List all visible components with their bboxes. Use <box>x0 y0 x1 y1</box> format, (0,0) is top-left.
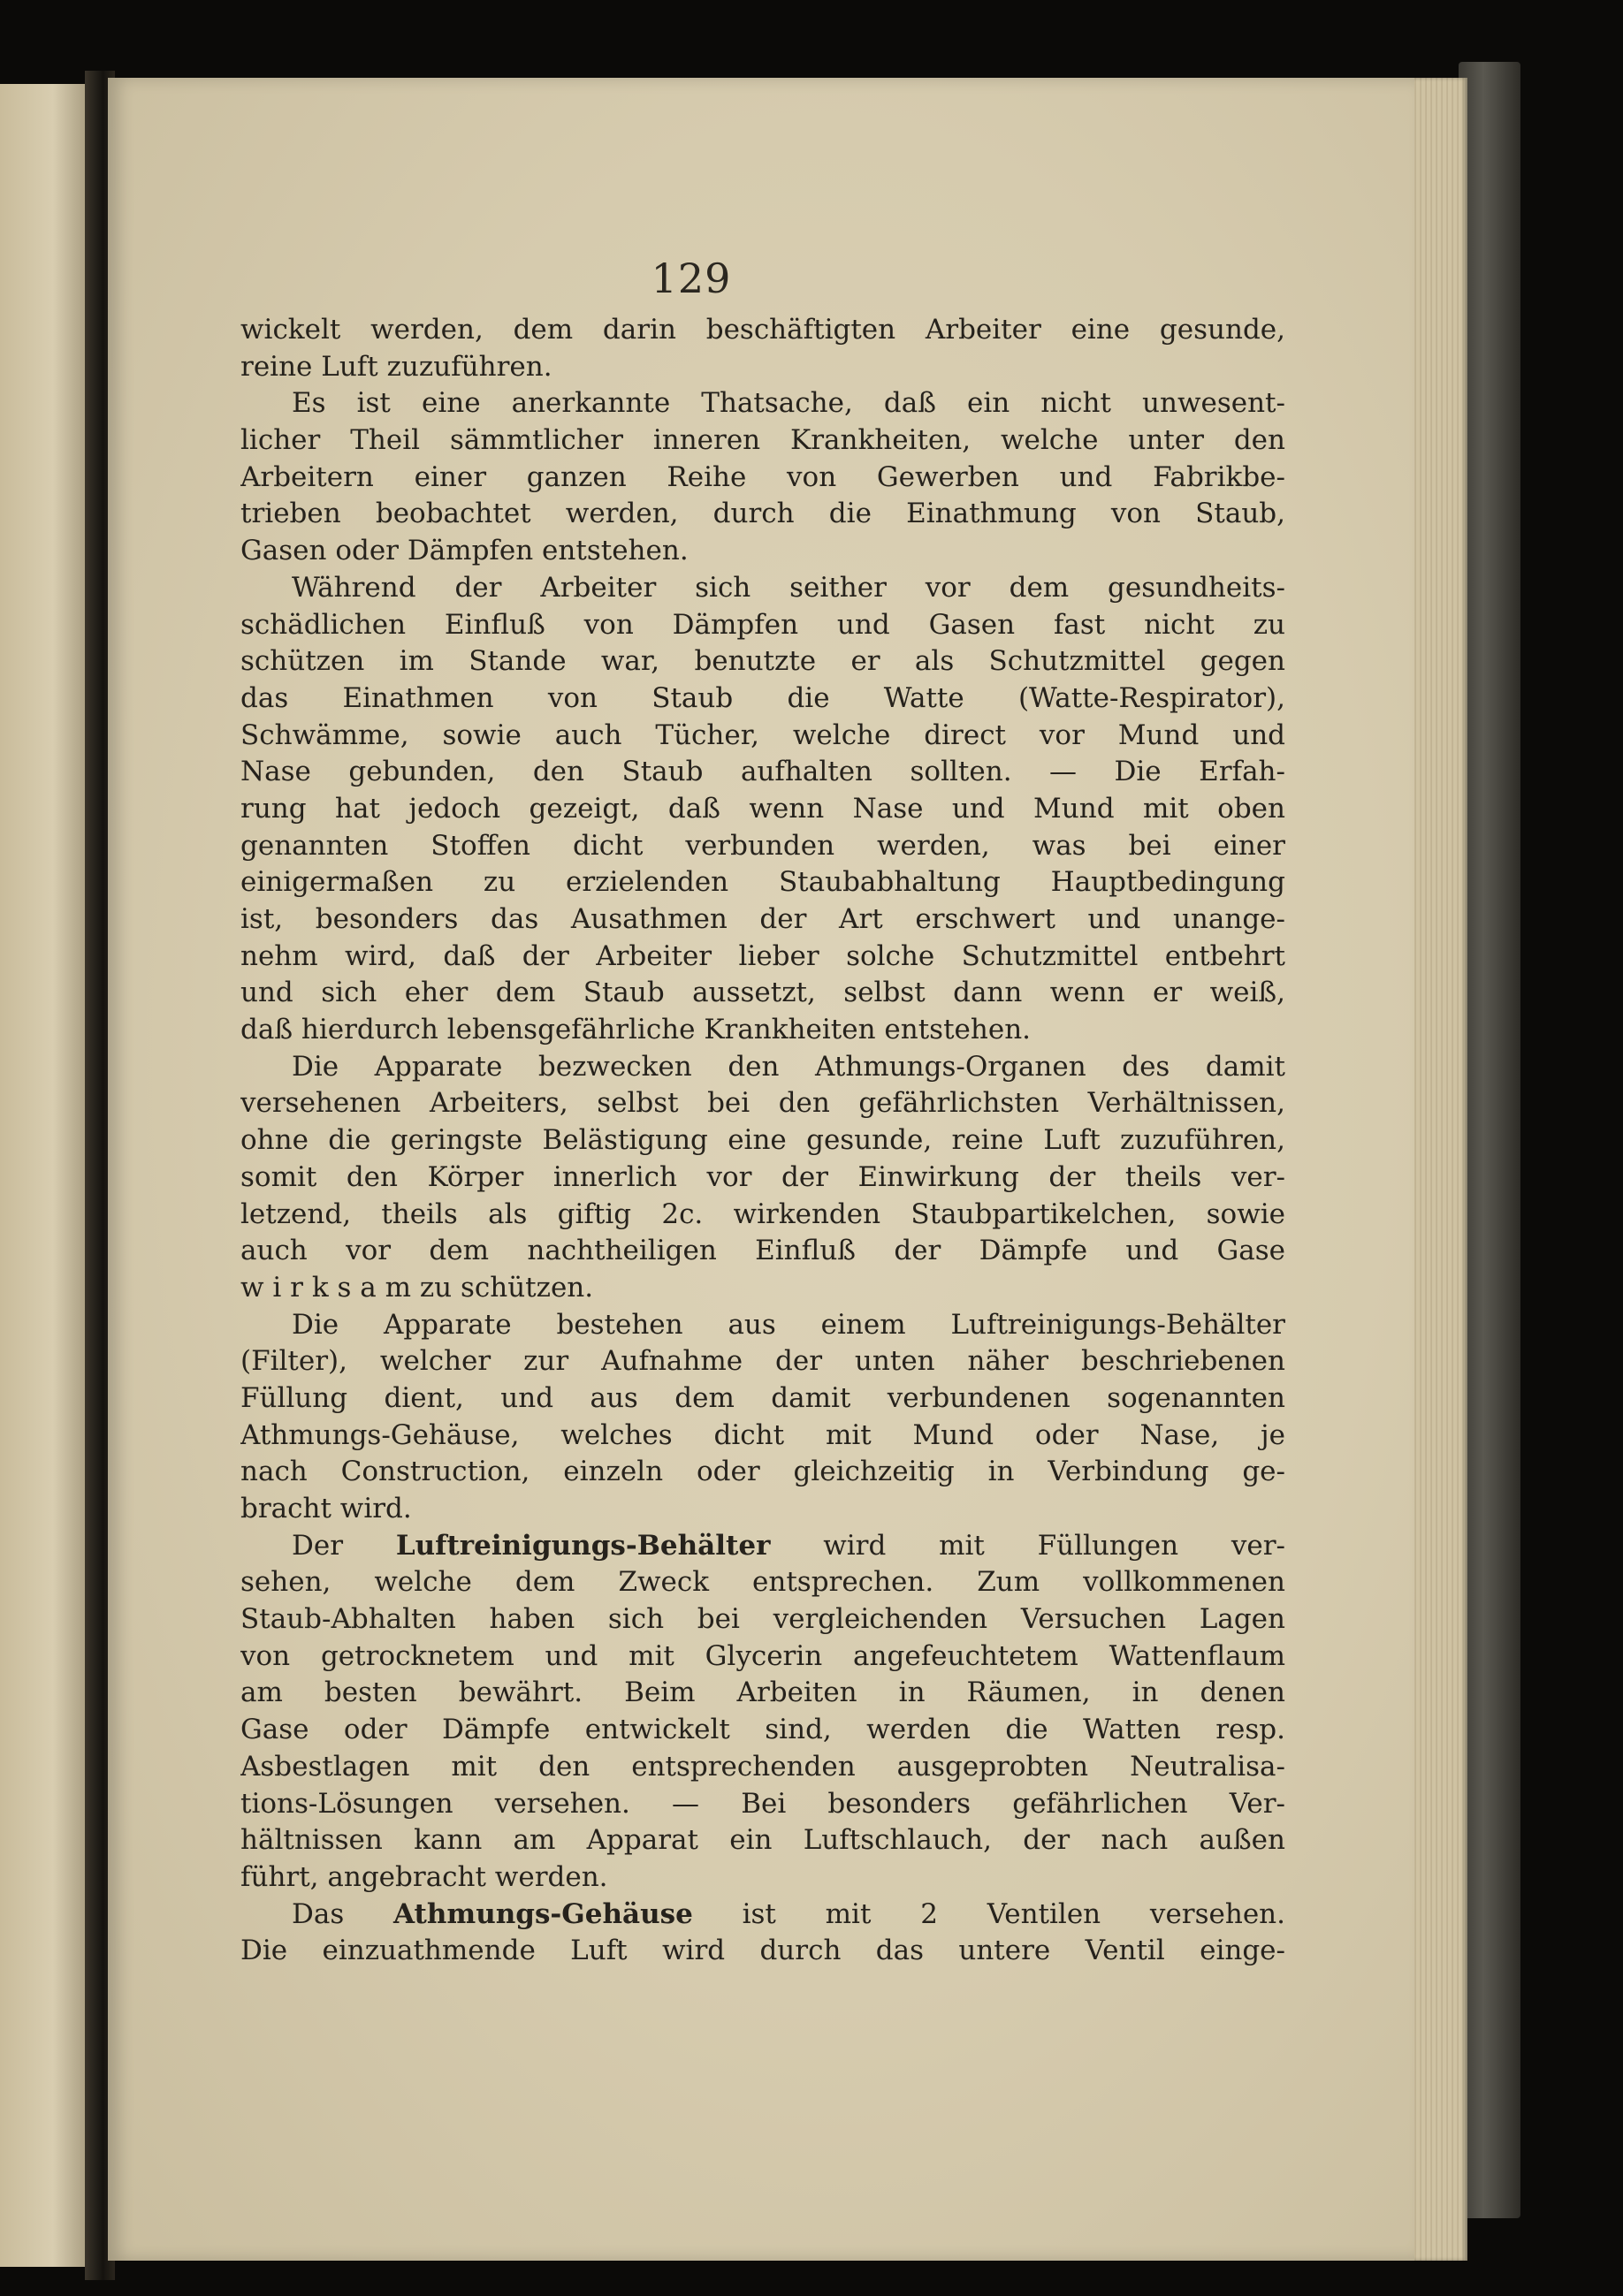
text-line: Gasen oder Dämpfen entstehen. <box>240 535 689 567</box>
text-line: reine Luft zuzuführen. <box>240 350 552 383</box>
body-text <box>240 312 1285 1970</box>
text-line: am besten bewährt. Beim Arbeiten in Räumen, in denen <box>240 1676 1285 1709</box>
text-line: und sich eher dem Staub aussetzt, selbst dann wenn er weiß, <box>240 977 1285 1009</box>
text-line: versehenen Arbeiters, selbst bei den gefährlichsten Verhältnissen, <box>240 1087 1285 1120</box>
text-line: wickelt werden, dem darin beschäftigten Arbeiter eine gesunde, <box>240 314 1285 346</box>
left-facing-page <box>0 84 88 2267</box>
text-line: Gase oder Dämpfe entwickelt sind, werden die Watten resp. <box>240 1714 1285 1746</box>
text-line: w i r k s a m zu schützen. <box>240 1271 594 1304</box>
text-line: Während der Arbeiter sich seither vor dem gesundheits- <box>292 571 1285 604</box>
text-line: Asbestlagen mit den entsprechenden ausgeprobten Neutralisa- <box>240 1750 1285 1783</box>
text-line: Nase gebunden, den Staub aufhalten sollten. — Die Erfah- <box>240 756 1285 788</box>
text-line: licher Theil sämmtlicher inneren Krankheiten, welche unter den <box>240 424 1285 457</box>
text-line: schädlichen Einfluß von Dämpfen und Gasen fast nicht zu <box>240 608 1285 641</box>
text-line: sehen, welche dem Zweck entsprechen. Zum vollkommenen <box>240 1566 1285 1599</box>
text-line: tions-Lösungen versehen. — Bei besonders gefährlichen Ver- <box>240 1787 1285 1820</box>
text-line <box>240 1897 1285 1934</box>
text-line: somit den Körper innerlich vor der Einwirkung der theils ver- <box>240 1160 1285 1193</box>
text-line: hältnissen kann am Apparat ein Luftschlauch, der nach außen <box>240 1824 1285 1857</box>
text-line: von getrocknetem und mit Glycerin angefeuchtetem Wattenflaum <box>240 1639 1285 1672</box>
text-line: daß hierdurch lebensgefährliche Krankheiten entstehen. <box>240 1014 1032 1046</box>
text-line: auch vor dem nachtheiligen Einfluß der Dämpfe und Gase <box>240 1235 1285 1267</box>
text-line: letzend, theils als giftig 2c. wirkenden Staubpartikelchen, sowie <box>240 1197 1285 1230</box>
text-line: ohne die geringste Belästigung eine gesunde, reine Luft zuzuführen, <box>240 1124 1285 1157</box>
text-segment: ist mit 2 Ventilen versehen. <box>692 1897 1285 1930</box>
text-segment: wird mit Füllungen ver- <box>770 1529 1285 1562</box>
text-line: Athmungs-Gehäuse, welches dicht mit Mund oder Nase, je <box>240 1418 1285 1451</box>
text-line: führt, angebracht werden. <box>240 1860 608 1893</box>
text-line: trieben beobachtet werden, durch die Einathmung von Staub, <box>240 498 1285 530</box>
page-number: 129 <box>651 255 732 302</box>
text-line: Die einzuathmende Luft wird durch das untere Ventil einge- <box>240 1935 1285 1967</box>
text-line: Es ist eine anerkannte Thatsache, daß ein nicht unwesent- <box>292 387 1285 420</box>
text-line: Die Apparate bestehen aus einem Luftreinigungs-Behälter <box>292 1308 1285 1341</box>
text-line: ist, besonders das Ausathmen der Art erschwert und unange- <box>240 903 1285 935</box>
book-page <box>108 78 1414 2261</box>
book-cover-edge <box>1459 62 1520 2218</box>
text-segment: Das <box>292 1897 394 1930</box>
text-line: Die Apparate bezwecken den Athmungs-Organen des damit <box>292 1050 1285 1083</box>
bold-heading-term: Luftreinigungs-Behälter <box>395 1529 771 1562</box>
bold-heading-term: Athmungs-Gehäuse <box>393 1897 693 1930</box>
text-line: bracht wird. <box>240 1493 412 1524</box>
text-line: rung hat jedoch gezeigt, daß wenn Nase und Mund mit oben <box>240 792 1285 825</box>
text-line: Füllung dient, und aus dem damit verbundenen sogenannten <box>240 1381 1285 1414</box>
text-line: Schwämme, sowie auch Tücher, welche direct vor Mund und <box>240 718 1285 751</box>
text-line: Arbeitern einer ganzen Reihe von Gewerben und Fabrikbe- <box>240 460 1285 493</box>
text-segment: Der <box>292 1529 396 1562</box>
text-line: (Filter), welcher zur Aufnahme der unten näher beschriebenen <box>240 1345 1285 1378</box>
text-line: nehm wird, daß der Arbeiter lieber solche Schutzmittel entbehrt <box>240 939 1285 972</box>
text-line: Staub-Abhalten haben sich bei vergleichenden Versuchen Lagen <box>240 1603 1285 1636</box>
text-line: nach Construction, einzeln oder gleichzeitig in Verbindung ge- <box>240 1456 1285 1488</box>
text-line: einigermaßen zu erzielenden Staubabhaltung Hauptbedingung <box>240 866 1285 899</box>
text-line: das Einathmen von Staub die Watte (Watte-Respirator), <box>240 681 1285 714</box>
text-line <box>240 1528 1285 1565</box>
text-line: genannten Stoffen dicht verbunden werden, was bei einer <box>240 829 1285 862</box>
text-line: schützen im Stande war, benutzte er als Schutzmittel gegen <box>240 645 1285 678</box>
